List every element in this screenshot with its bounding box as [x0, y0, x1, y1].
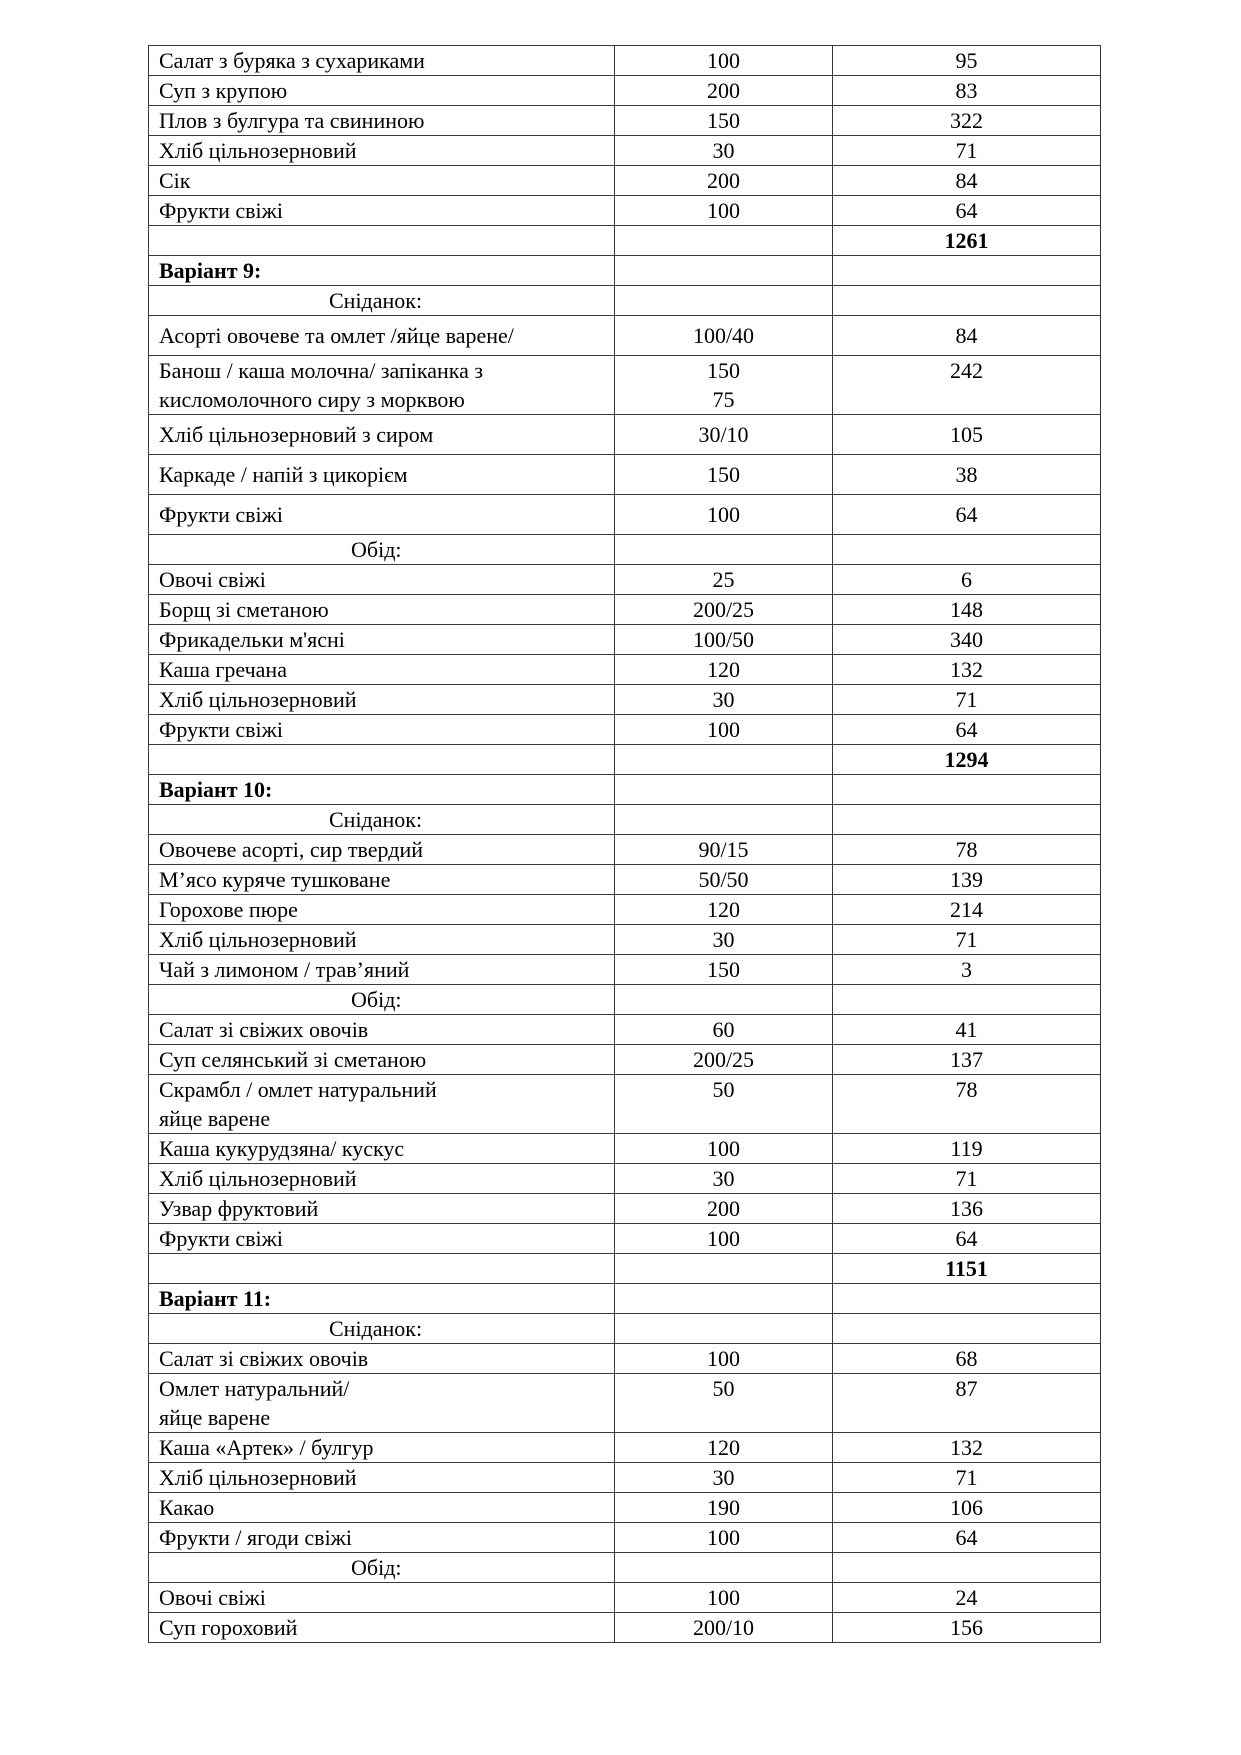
portion-size: 90/15 — [615, 835, 833, 865]
portion-size — [615, 775, 833, 805]
dish-name: Салат з буряка з сухариками — [149, 46, 615, 76]
kcal-value: 6 — [833, 565, 1101, 595]
meal-section-row — [149, 985, 1101, 1015]
menu-item-row — [149, 595, 1101, 625]
kcal-value: 132 — [833, 655, 1101, 685]
menu-item-row — [149, 1583, 1101, 1613]
kcal-value — [833, 256, 1101, 286]
kcal-value: 83 — [833, 76, 1101, 106]
portion-size — [615, 286, 833, 316]
dish-name: Суп гороховий — [149, 1613, 615, 1643]
menu-item-row — [149, 955, 1101, 985]
dish-name: Фрукти / ягоди свіжі — [149, 1523, 615, 1553]
portion-size — [615, 1254, 833, 1284]
kcal-value: 64 — [833, 1224, 1101, 1254]
portion-size: 100 — [615, 495, 833, 535]
kcal-value: 136 — [833, 1194, 1101, 1224]
portion-size: 30 — [615, 1463, 833, 1493]
kcal-value: 214 — [833, 895, 1101, 925]
kcal-value: 64 — [833, 196, 1101, 226]
meal-label: Обід: — [149, 1553, 615, 1583]
meal-label: Сніданок: — [149, 805, 615, 835]
menu-item-row — [149, 1075, 1101, 1134]
portion-size: 150 — [615, 106, 833, 136]
portion-size: 150 75 — [615, 356, 833, 415]
kcal-value: 322 — [833, 106, 1101, 136]
portion-size: 200 — [615, 76, 833, 106]
dish-name: Хліб цільнозерновий з сиром — [149, 415, 615, 455]
dish-name: Овочі свіжі — [149, 565, 615, 595]
kcal-value: 84 — [833, 316, 1101, 356]
kcal-value: 139 — [833, 865, 1101, 895]
portion-size: 30 — [615, 1164, 833, 1194]
menu-item-row — [149, 1344, 1101, 1374]
variant-title: Варіант 11: — [149, 1284, 615, 1314]
portion-size — [615, 256, 833, 286]
dish-name: Сік — [149, 166, 615, 196]
dish-name: Асорті овочеве та омлет /яйце варене/ — [149, 316, 615, 356]
dish-name: Салат зі свіжих овочів — [149, 1344, 615, 1374]
total-row — [149, 745, 1101, 775]
portion-size: 30 — [615, 925, 833, 955]
menu-item-row — [149, 356, 1101, 415]
kcal-value: 64 — [833, 1523, 1101, 1553]
dish-name: Скрамбл / омлет натуральний яйце варене — [149, 1075, 615, 1134]
portion-size — [615, 1553, 833, 1583]
portion-size: 190 — [615, 1493, 833, 1523]
meal-label: Сніданок: — [149, 1314, 615, 1344]
portion-size: 120 — [615, 895, 833, 925]
kcal-value: 105 — [833, 415, 1101, 455]
portion-size: 30/10 — [615, 415, 833, 455]
meal-section-row — [149, 1314, 1101, 1344]
portion-size: 100/40 — [615, 316, 833, 356]
portion-size: 25 — [615, 565, 833, 595]
total-row — [149, 1254, 1101, 1284]
portion-size: 100/50 — [615, 625, 833, 655]
menu-item-row — [149, 1045, 1101, 1075]
menu-item-row — [149, 1374, 1101, 1433]
portion-size: 100 — [615, 1583, 833, 1613]
kcal-value: 119 — [833, 1134, 1101, 1164]
dish-name: Фрукти свіжі — [149, 495, 615, 535]
dish-name: Фрукти свіжі — [149, 715, 615, 745]
menu-item-row — [149, 625, 1101, 655]
dish-name — [149, 1254, 615, 1284]
menu-item-row — [149, 196, 1101, 226]
dish-name: Хліб цільнозерновий — [149, 925, 615, 955]
kcal-value — [833, 535, 1101, 565]
kcal-value — [833, 1553, 1101, 1583]
dish-name: Фрукти свіжі — [149, 1224, 615, 1254]
kcal-value — [833, 286, 1101, 316]
dish-name: Суп з крупою — [149, 76, 615, 106]
dish-name: Чай з лимоном / трав’яний — [149, 955, 615, 985]
kcal-value: 242 — [833, 356, 1101, 415]
menu-item-row — [149, 1015, 1101, 1045]
kcal-value: 156 — [833, 1613, 1101, 1643]
menu-item-row — [149, 415, 1101, 455]
kcal-value: 340 — [833, 625, 1101, 655]
portion-size: 200/25 — [615, 595, 833, 625]
portion-size: 100 — [615, 1344, 833, 1374]
kcal-value: 71 — [833, 1164, 1101, 1194]
kcal-value: 87 — [833, 1374, 1101, 1433]
kcal-value — [833, 985, 1101, 1015]
portion-size: 200/25 — [615, 1045, 833, 1075]
dish-name: Банош / каша молочна/ запіканка з кисломолочного сиру з морквою — [149, 356, 615, 415]
kcal-value: 71 — [833, 136, 1101, 166]
kcal-value: 78 — [833, 1075, 1101, 1134]
menu-item-row — [149, 1613, 1101, 1643]
dish-name — [149, 226, 615, 256]
kcal-value: 95 — [833, 46, 1101, 76]
variant-heading-row — [149, 1284, 1101, 1314]
menu-item-row — [149, 565, 1101, 595]
portion-size: 120 — [615, 655, 833, 685]
kcal-value: 106 — [833, 1493, 1101, 1523]
dish-name: Каша кукурудзяна/ кускус — [149, 1134, 615, 1164]
variant-heading-row — [149, 775, 1101, 805]
kcal-value — [833, 775, 1101, 805]
dish-name: Хліб цільнозерновий — [149, 685, 615, 715]
kcal-value: 3 — [833, 955, 1101, 985]
dish-name: Хліб цільнозерновий — [149, 1463, 615, 1493]
total-kcal: 1151 — [833, 1254, 1101, 1284]
meal-label: Сніданок: — [149, 286, 615, 316]
meal-section-row — [149, 805, 1101, 835]
dish-name: Овочеве асорті, сир твердий — [149, 835, 615, 865]
portion-size: 100 — [615, 1134, 833, 1164]
menu-item-row — [149, 1224, 1101, 1254]
portion-size — [615, 745, 833, 775]
kcal-value: 64 — [833, 715, 1101, 745]
menu-item-row — [149, 655, 1101, 685]
portion-size: 100 — [615, 196, 833, 226]
portion-size — [615, 226, 833, 256]
dish-name: Каша «Артек» / булгур — [149, 1433, 615, 1463]
dish-name: Салат зі свіжих овочів — [149, 1015, 615, 1045]
dish-name: Каша гречана — [149, 655, 615, 685]
kcal-value: 71 — [833, 1463, 1101, 1493]
dish-name: Каркаде / напій з цикорієм — [149, 455, 615, 495]
portion-size: 50/50 — [615, 865, 833, 895]
kcal-value: 64 — [833, 495, 1101, 535]
kcal-value: 71 — [833, 925, 1101, 955]
portion-size — [615, 805, 833, 835]
dish-name: Хліб цільнозерновий — [149, 1164, 615, 1194]
portion-size — [615, 535, 833, 565]
menu-item-row — [149, 1164, 1101, 1194]
total-row — [149, 226, 1101, 256]
menu-item-row — [149, 1463, 1101, 1493]
kcal-value — [833, 805, 1101, 835]
meal-section-row — [149, 535, 1101, 565]
menu-item-row — [149, 865, 1101, 895]
variant-title: Варіант 10: — [149, 775, 615, 805]
dish-name: Горохове пюре — [149, 895, 615, 925]
portion-size — [615, 1314, 833, 1344]
dish-name: Фрикадельки м'ясні — [149, 625, 615, 655]
menu-item-row — [149, 316, 1101, 356]
kcal-value: 71 — [833, 685, 1101, 715]
total-kcal: 1261 — [833, 226, 1101, 256]
dish-name: Какао — [149, 1493, 615, 1523]
dish-name — [149, 745, 615, 775]
portion-size — [615, 1284, 833, 1314]
menu-table-body — [149, 46, 1101, 1643]
menu-table — [148, 45, 1101, 1643]
dish-name: Омлет натуральний/ яйце варене — [149, 1374, 615, 1433]
menu-item-row — [149, 1194, 1101, 1224]
dish-name: Овочі свіжі — [149, 1583, 615, 1613]
kcal-value — [833, 1284, 1101, 1314]
menu-item-row — [149, 835, 1101, 865]
kcal-value: 24 — [833, 1583, 1101, 1613]
menu-item-row — [149, 1433, 1101, 1463]
menu-item-row — [149, 166, 1101, 196]
portion-size: 150 — [615, 455, 833, 495]
kcal-value: 38 — [833, 455, 1101, 495]
menu-item-row — [149, 1523, 1101, 1553]
portion-size: 200 — [615, 1194, 833, 1224]
meal-label: Обід: — [149, 985, 615, 1015]
meal-label: Обід: — [149, 535, 615, 565]
variant-title: Варіант 9: — [149, 256, 615, 286]
meal-section-row — [149, 1553, 1101, 1583]
kcal-value: 132 — [833, 1433, 1101, 1463]
menu-item-row — [149, 495, 1101, 535]
portion-size: 150 — [615, 955, 833, 985]
dish-name: Узвар фруктовий — [149, 1194, 615, 1224]
portion-size: 200/10 — [615, 1613, 833, 1643]
portion-size: 100 — [615, 1224, 833, 1254]
menu-item-row — [149, 136, 1101, 166]
dish-name: Плов з булгура та свининою — [149, 106, 615, 136]
kcal-value — [833, 1314, 1101, 1344]
menu-item-row — [149, 895, 1101, 925]
dish-name: Суп селянський зі сметаною — [149, 1045, 615, 1075]
kcal-value: 78 — [833, 835, 1101, 865]
menu-item-row — [149, 1493, 1101, 1523]
total-kcal: 1294 — [833, 745, 1101, 775]
portion-size: 30 — [615, 685, 833, 715]
menu-item-row — [149, 455, 1101, 495]
portion-size: 100 — [615, 715, 833, 745]
portion-size: 120 — [615, 1433, 833, 1463]
portion-size: 60 — [615, 1015, 833, 1045]
menu-item-row — [149, 106, 1101, 136]
menu-item-row — [149, 715, 1101, 745]
dish-name: Борщ зі сметаною — [149, 595, 615, 625]
dish-name: М’ясо куряче тушковане — [149, 865, 615, 895]
kcal-value: 41 — [833, 1015, 1101, 1045]
variant-heading-row — [149, 256, 1101, 286]
meal-section-row — [149, 286, 1101, 316]
menu-item-row — [149, 46, 1101, 76]
menu-item-row — [149, 685, 1101, 715]
kcal-value: 84 — [833, 166, 1101, 196]
menu-item-row — [149, 76, 1101, 106]
portion-size: 100 — [615, 46, 833, 76]
portion-size: 50 — [615, 1374, 833, 1433]
portion-size — [615, 985, 833, 1015]
kcal-value: 137 — [833, 1045, 1101, 1075]
portion-size: 30 — [615, 136, 833, 166]
portion-size: 100 — [615, 1523, 833, 1553]
portion-size: 200 — [615, 166, 833, 196]
menu-item-row — [149, 925, 1101, 955]
menu-item-row — [149, 1134, 1101, 1164]
kcal-value: 68 — [833, 1344, 1101, 1374]
dish-name: Хліб цільнозерновий — [149, 136, 615, 166]
portion-size: 50 — [615, 1075, 833, 1134]
dish-name: Фрукти свіжі — [149, 196, 615, 226]
kcal-value: 148 — [833, 595, 1101, 625]
